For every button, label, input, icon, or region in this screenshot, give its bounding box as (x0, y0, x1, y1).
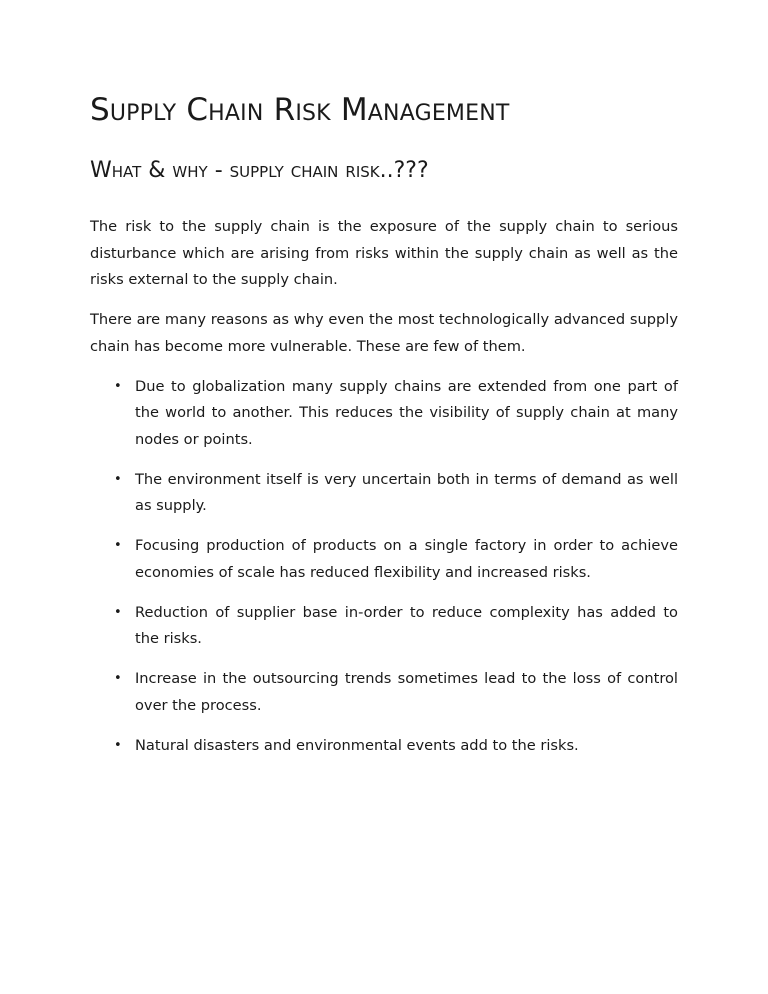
bullet-icon: • (114, 737, 122, 753)
bullet-icon: • (114, 378, 122, 394)
list-item (90, 467, 678, 520)
list-item (90, 600, 678, 653)
list-item (90, 733, 678, 760)
list-item-text: Increase in the outsourcing trends sometimes lead to the loss of control over the process. (135, 670, 678, 714)
list-item-text: Focusing production of products on a single factory in order to achieve economies of scale has reduced flexibility and increased risks. (135, 537, 678, 581)
list-item-text: Reduction of supplier base in-order to reduce complexity has added to the risks. (135, 603, 678, 647)
bullet-icon: • (114, 671, 122, 686)
list-item-text: The environment itself is very uncertain both in terms of demand as well as supply. (135, 470, 678, 514)
bullet-icon: • (114, 538, 122, 553)
list-item (90, 666, 678, 719)
bullet-icon: • (114, 471, 122, 487)
list-item (90, 533, 678, 586)
list-item-text: Natural disasters and environmental events add to the risks. (135, 736, 579, 754)
paragraph-reasons: There are many reasons as why even the most technologically advanced supply chain has become more vulnerable. These are few of them. (90, 311, 678, 355)
list-item (90, 374, 678, 454)
reasons-list (90, 374, 678, 760)
document-title: Supply Chain Risk Management (90, 92, 510, 128)
bullet-icon: • (114, 604, 122, 620)
paragraph-intro: The risk to the supply chain is the exposure of the supply chain to serious disturbance which are arising from risks within the supply chain as well as the risks external to the supply chain. (90, 218, 678, 288)
document-body (90, 214, 678, 773)
list-item-text: Due to globalization many supply chains are extended from one part of the world to another. This reduces the visibility of supply chain at many nodes or points. (135, 377, 678, 448)
section-heading: What & why - supply chain risk..??? (90, 158, 429, 183)
